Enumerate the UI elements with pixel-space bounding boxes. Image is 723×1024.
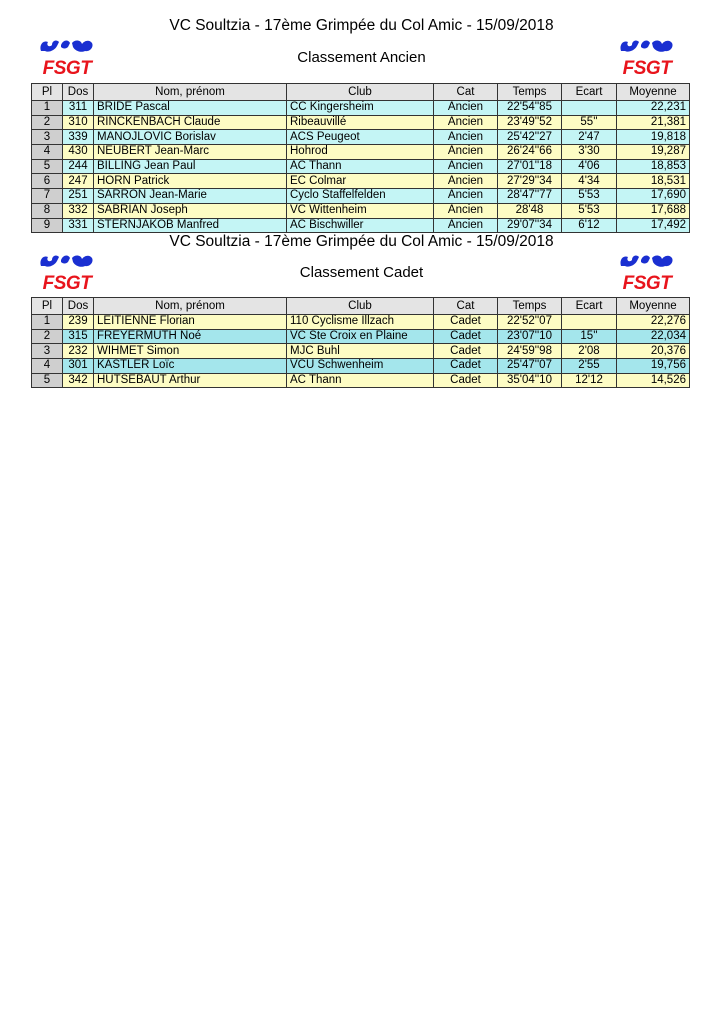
fsgt-logo-icon: FSGT: [37, 252, 97, 294]
header-cat: Cat: [434, 84, 498, 101]
header-nom: Nom, prénom: [94, 84, 287, 101]
table-row: 2 310 RINCKENBACH Claude Ribeauvillé Ancien 23'49''52 55'' 21,381: [32, 115, 690, 130]
header-ecart: Ecart: [562, 298, 617, 315]
table-row: 1 311 BRIDE Pascal CC Kingersheim Ancien 22'54''85 22,231: [32, 101, 690, 116]
table-row: 3 339 MANOJLOVIC Borislav ACS Peugeot Ancien 25'42''27 2'47 19,818: [32, 130, 690, 145]
header-moyenne: Moyenne: [617, 298, 690, 315]
header-dos: Dos: [63, 84, 94, 101]
table-row: 7 251 SARRON Jean-Marie Cyclo Staffelfelden Ancien 28'47''77 5'53 17,690: [32, 189, 690, 204]
fsgt-logo-icon: FSGT: [617, 37, 677, 79]
header-pl: Pl: [32, 298, 63, 315]
header-club: Club: [287, 84, 434, 101]
section-subtitle: Classement Cadet: [299, 264, 424, 281]
table-row: 4 301 KASTLER Loïc VCU Schwenheim Cadet 25'47''07 2'55 19,756: [32, 359, 690, 374]
table-row: 4 430 NEUBERT Jean-Marc Hohrod Ancien 26'24''66 3'30 19,287: [32, 145, 690, 160]
header-temps: Temps: [498, 84, 562, 101]
header-moyenne: Moyenne: [617, 84, 690, 101]
section-title: VC Soultzia - 17ème Grimpée du Col Amic - 15/09/2018: [169, 233, 554, 250]
section-title: VC Soultzia - 17ème Grimpée du Col Amic - 15/09/2018: [169, 17, 554, 34]
header-club: Club: [287, 298, 434, 315]
section-subtitle: Classement Ancien: [297, 49, 426, 66]
table-row: 1 239 LEITIENNE Florian 110 Cyclisme Illzach Cadet 22'52''07 22,276: [32, 315, 690, 330]
table-row: 9 331 STERNJAKOB Manfred AC Bischwiller Ancien 29'07''34 6'12 17,492: [32, 218, 690, 233]
header-temps: Temps: [498, 298, 562, 315]
table-header: [32, 84, 690, 101]
header-cat: Cat: [434, 298, 498, 315]
fsgt-logo-icon: FSGT: [617, 252, 677, 294]
table-row: 5 342 HUTSEBAUT Arthur AC Thann Cadet 35'04''10 12'12 14,526: [32, 373, 690, 388]
results-table-ancien: [31, 83, 690, 233]
results-table-cadet: [31, 297, 690, 388]
header-nom: Nom, prénom: [94, 298, 287, 315]
table-row: 3 232 WIHMET Simon MJC Buhl Cadet 24'59''98 2'08 20,376: [32, 344, 690, 359]
table-row: 6 247 HORN Patrick EC Colmar Ancien 27'29''34 4'34 18,531: [32, 174, 690, 189]
header-pl: Pl: [32, 84, 63, 101]
fsgt-logo-icon: FSGT: [37, 37, 97, 79]
header-dos: Dos: [63, 298, 94, 315]
table-row: 5 244 BILLING Jean Paul AC Thann Ancien 27'01''18 4'06 18,853: [32, 159, 690, 174]
header-ecart: Ecart: [562, 84, 617, 101]
table-row: 8 332 SABRIAN Joseph VC Wittenheim Ancien 28'48 5'53 17,688: [32, 203, 690, 218]
table-row: 2 315 FREYERMUTH Noé VC Ste Croix en Plaine Cadet 23'07''10 15'' 22,034: [32, 329, 690, 344]
table-header: [32, 298, 690, 315]
